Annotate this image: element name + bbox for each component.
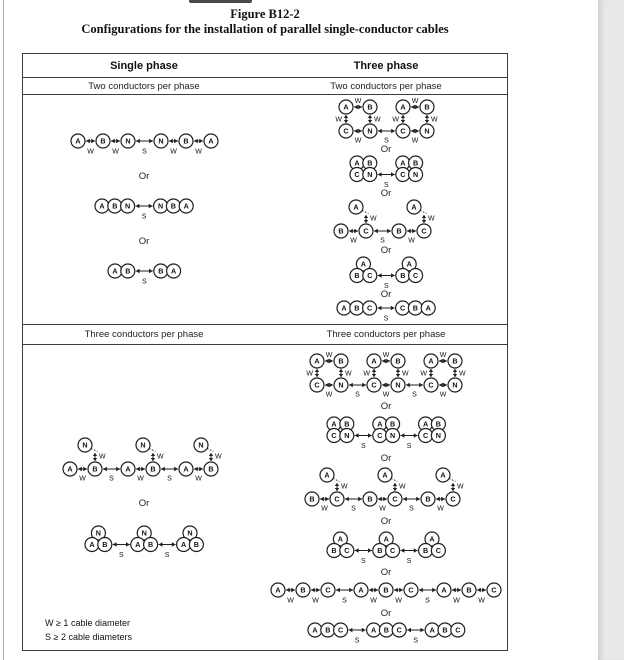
svg-text:W: W (378, 505, 386, 513)
svg-text:N: N (95, 528, 101, 538)
svg-text:C: C (371, 380, 377, 390)
svg-text:N: N (139, 440, 146, 450)
svg-text:W: W (287, 597, 294, 605)
svg-text:N: N (81, 440, 88, 450)
svg-text:W: W (325, 351, 333, 359)
cable-arrangement-clusters-diagram (346, 256, 427, 290)
svg-text:A: A (354, 158, 360, 168)
svg-text:N: N (157, 201, 164, 211)
svg-text:A: A (66, 464, 73, 474)
footnote-w-spacing: W ≥ 1 cable diameter (45, 618, 130, 628)
svg-text:C: C (366, 270, 373, 280)
svg-text:S: S (412, 637, 418, 645)
svg-text:C: C (449, 494, 456, 504)
svg-text:C: C (454, 625, 460, 635)
svg-text:A: A (342, 102, 349, 112)
svg-text:W: W (111, 148, 119, 156)
svg-text:W: W (86, 148, 94, 156)
subheader-row-two-conductors (23, 78, 507, 95)
svg-text:B: B (193, 539, 199, 549)
svg-text:S: S (360, 557, 366, 565)
svg-text:S: S (354, 637, 360, 645)
svg-text:W: W (402, 370, 409, 378)
subheader-row-three-conductors (23, 325, 507, 345)
svg-text:A: A (428, 356, 434, 366)
svg-text:W: W (382, 351, 390, 359)
diagrams-single-phase-three-conductors (23, 345, 265, 650)
svg-text:W: W (398, 483, 406, 491)
svg-text:C: C (399, 170, 406, 180)
svg-text:C: C (366, 303, 373, 313)
svg-text:W: W (430, 116, 438, 124)
svg-text:A: A (180, 539, 186, 549)
svg-text:W: W (354, 137, 361, 145)
svg-text:B: B (337, 227, 344, 237)
svg-text:A: A (439, 470, 446, 480)
svg-text:B: B (366, 102, 373, 112)
svg-text:B: B (395, 356, 401, 366)
diagrams-three-phase-three-conductors (265, 345, 507, 650)
cable-arrangement-squares-diagram (299, 350, 473, 399)
svg-text:S: S (166, 475, 172, 482)
svg-text:A: A (311, 625, 318, 635)
subheader-single-three-conductors: Three conductors per phase (84, 329, 204, 340)
svg-text:A: A (183, 201, 189, 211)
or-separator-label: Or (380, 567, 392, 579)
cable-arrangement-clusters-diagram (104, 263, 185, 286)
svg-text:N: N (141, 528, 147, 538)
svg-text:N: N (187, 528, 193, 538)
svg-text:S: S (383, 282, 389, 290)
svg-text:B: B (441, 625, 448, 635)
svg-text:W: W (411, 137, 418, 145)
svg-text:N: N (389, 431, 395, 441)
svg-text:A: A (410, 203, 417, 213)
svg-text:N: N (366, 126, 373, 136)
svg-text:C: C (337, 625, 343, 635)
svg-text:S: S (408, 505, 414, 513)
or-separator-label: Or (138, 171, 150, 182)
viewer-background-strip (598, 0, 624, 660)
svg-text:C: C (376, 431, 383, 441)
svg-text:B: B (354, 303, 360, 313)
svg-text:W: W (156, 453, 164, 460)
svg-text:S: S (406, 557, 412, 565)
cable-arrangement-clusters-diagram (323, 531, 449, 565)
svg-text:B: B (466, 585, 472, 595)
svg-text:A: A (323, 470, 330, 480)
svg-text:A: A (314, 356, 320, 366)
svg-text:B: B (435, 419, 441, 429)
svg-text:W: W (391, 116, 399, 124)
svg-text:W: W (334, 116, 342, 124)
svg-text:B: B (308, 494, 315, 504)
or-separator-label: Or (380, 515, 392, 527)
svg-text:B: B (124, 266, 131, 276)
svg-text:W: W (439, 391, 447, 399)
svg-text:B: B (343, 419, 350, 429)
svg-text:B: B (383, 585, 389, 595)
svg-text:A: A (370, 625, 376, 635)
svg-text:W: W (407, 237, 415, 245)
svg-text:B: B (331, 545, 337, 555)
svg-text:C: C (396, 625, 402, 635)
svg-text:W: W (459, 370, 466, 378)
or-separator-label: Or (380, 188, 392, 200)
or-separator-label: Or (380, 401, 392, 413)
svg-text:A: A (381, 470, 388, 480)
svg-text:C: C (435, 545, 441, 555)
or-separator-label: Or (380, 144, 392, 156)
svg-text:A: A (429, 534, 435, 544)
figure-caption: Configurations for the installation of parallel single-conductor cables (81, 22, 449, 36)
or-separator-label: Or (380, 452, 392, 464)
svg-text:B: B (101, 539, 108, 549)
svg-text:B: B (412, 303, 418, 313)
svg-text:W: W (427, 215, 435, 223)
svg-text:B: B (422, 545, 428, 555)
svg-text:C: C (331, 431, 337, 441)
svg-text:S: S (342, 597, 347, 605)
svg-text:A: A (352, 203, 359, 213)
svg-text:N: N (338, 380, 344, 390)
svg-text:S: S (383, 137, 389, 145)
svg-text:A: A (207, 136, 214, 146)
svg-text:C: C (343, 545, 350, 555)
svg-text:W: W (312, 597, 319, 605)
svg-text:S: S (141, 148, 147, 156)
svg-text:B: B (147, 539, 153, 549)
subheader-single-two-conductors: Two conductors per phase (88, 80, 200, 92)
cable-arrangement-triangles-diagram (59, 437, 230, 483)
svg-text:B: B (324, 625, 330, 635)
svg-text:W: W (439, 351, 447, 359)
diagrams-single-phase-two-conductors (23, 95, 265, 324)
svg-text:B: B (112, 201, 118, 211)
svg-text:B: B (91, 464, 98, 474)
cable-arrangement-clusters-diagram (333, 300, 439, 323)
svg-text:C: C (391, 494, 398, 504)
or-separator-label: Or (138, 236, 150, 247)
cable-arrangement-clusters-diagram (323, 416, 449, 450)
svg-text:S: S (118, 551, 124, 559)
svg-text:B: B (383, 625, 389, 635)
or-separator-label: Or (138, 497, 150, 509)
svg-text:A: A (74, 136, 81, 146)
svg-text:C: C (408, 585, 414, 595)
svg-text:S: S (141, 213, 147, 221)
svg-text:B: B (389, 419, 395, 429)
svg-text:B: B (300, 585, 306, 595)
cable-arrangement-clusters-diagram (346, 155, 427, 189)
svg-text:W: W (194, 148, 202, 156)
svg-text:A: A (99, 201, 105, 211)
svg-text:C: C (428, 380, 434, 390)
or-separator-label: Or (380, 244, 392, 256)
svg-text:B: B (366, 494, 373, 504)
svg-text:A: A (376, 419, 383, 429)
svg-text:N: N (157, 136, 164, 146)
svg-text:B: B (182, 136, 189, 146)
svg-text:A: A (182, 464, 189, 474)
diagrams-three-phase-two-conductors (265, 95, 507, 324)
svg-text:S: S (141, 278, 147, 286)
svg-text:W: W (325, 391, 333, 399)
svg-text:W: W (456, 483, 464, 491)
svg-text:C: C (491, 585, 497, 595)
svg-text:A: A (371, 356, 377, 366)
svg-text:N: N (435, 431, 441, 441)
svg-text:W: W (478, 597, 485, 605)
svg-text:A: A (358, 585, 364, 595)
svg-text:W: W (354, 98, 361, 106)
svg-text:W: W (369, 215, 377, 223)
svg-text:N: N (197, 440, 204, 450)
svg-text:S: S (355, 391, 360, 399)
table-header-row (23, 54, 507, 78)
svg-text:W: W (306, 370, 313, 378)
or-separator-label: Or (380, 607, 392, 619)
svg-text:A: A (341, 303, 347, 313)
configurations-table (22, 53, 508, 651)
svg-text:C: C (354, 170, 360, 180)
figure-number: Figure B12-2 (230, 7, 300, 21)
svg-text:A: A (170, 266, 176, 276)
svg-text:A: A (406, 259, 412, 269)
svg-text:C: C (420, 227, 427, 237)
svg-text:W: W (411, 98, 418, 106)
svg-text:C: C (333, 494, 340, 504)
svg-text:W: W (169, 148, 177, 156)
svg-text:B: B (170, 201, 176, 211)
svg-text:B: B (366, 158, 373, 168)
svg-text:C: C (412, 270, 418, 280)
subheader-three-two-conductors: Two conductors per phase (330, 80, 442, 92)
svg-text:A: A (275, 585, 281, 595)
svg-text:W: W (395, 597, 402, 605)
svg-text:S: S (379, 237, 385, 245)
cable-arrangement-triangles-diagram (301, 467, 472, 513)
svg-text:W: W (363, 370, 370, 378)
svg-text:B: B (157, 266, 164, 276)
column-header-single-phase: Single phase (110, 59, 178, 72)
svg-text:N: N (124, 201, 131, 211)
cable-arrangement-spread-diagram (267, 582, 505, 605)
svg-text:W: W (78, 475, 86, 482)
svg-text:S: S (383, 182, 389, 190)
footnote-s-spacing: S ≥ 2 cable diameters (45, 631, 132, 642)
svg-text:W: W (214, 453, 222, 460)
svg-text:S: S (425, 597, 430, 605)
svg-text:C: C (389, 545, 395, 555)
figure-title-block (22, 7, 508, 37)
svg-text:W: W (373, 116, 381, 124)
svg-text:A: A (429, 625, 435, 635)
svg-text:B: B (207, 464, 214, 474)
svg-text:B: B (354, 270, 360, 280)
svg-text:A: A (124, 464, 131, 474)
body-row-three-conductors (23, 345, 507, 650)
svg-text:A: A (89, 539, 95, 549)
svg-text:A: A (399, 102, 406, 112)
svg-text:W: W (136, 475, 144, 482)
svg-text:W: W (349, 237, 357, 245)
svg-text:W: W (420, 370, 427, 378)
svg-text:S: S (350, 505, 356, 513)
svg-text:A: A (425, 303, 431, 313)
svg-text:B: B (423, 102, 430, 112)
svg-text:S: S (406, 442, 412, 450)
svg-text:B: B (338, 356, 344, 366)
svg-text:W: W (345, 370, 352, 378)
cable-arrangement-clusters-diagram (91, 198, 197, 221)
svg-text:N: N (366, 170, 373, 180)
svg-text:A: A (134, 539, 141, 549)
svg-text:C: C (399, 126, 406, 136)
subheader-three-three-conductors: Three conductors per phase (326, 329, 446, 340)
svg-text:W: W (436, 505, 444, 513)
svg-text:C: C (314, 380, 320, 390)
cable-arrangement-spread-diagram (67, 133, 222, 156)
svg-text:A: A (112, 266, 118, 276)
svg-text:B: B (376, 545, 383, 555)
svg-text:W: W (382, 391, 390, 399)
or-separator-label: Or (380, 288, 392, 300)
svg-text:B: B (149, 464, 156, 474)
svg-text:N: N (452, 380, 458, 390)
svg-text:C: C (325, 585, 331, 595)
svg-text:N: N (423, 126, 430, 136)
svg-text:W: W (98, 453, 106, 460)
svg-text:B: B (452, 356, 458, 366)
svg-text:S: S (164, 551, 170, 559)
svg-text:A: A (399, 158, 406, 168)
svg-text:N: N (395, 380, 401, 390)
svg-text:A: A (360, 259, 366, 269)
svg-text:W: W (370, 597, 377, 605)
cable-arrangement-triangles-diagram (330, 199, 443, 245)
svg-text:W: W (453, 597, 460, 605)
svg-text:W: W (194, 475, 202, 482)
svg-text:C: C (422, 431, 428, 441)
column-header-three-phase: Three phase (353, 59, 419, 72)
svg-text:W: W (340, 483, 348, 491)
svg-text:A: A (337, 534, 343, 544)
svg-text:B: B (399, 270, 406, 280)
svg-text:S: S (360, 442, 366, 450)
svg-text:B: B (99, 136, 106, 146)
cable-arrangement-clusters-diagram (304, 622, 469, 645)
svg-text:N: N (412, 170, 418, 180)
svg-text:C: C (342, 126, 349, 136)
svg-text:N: N (124, 136, 131, 146)
svg-text:N: N (343, 431, 350, 441)
svg-text:A: A (422, 419, 428, 429)
cable-arrangement-squares-diagram (328, 96, 445, 145)
svg-text:B: B (424, 494, 431, 504)
svg-text:C: C (362, 227, 369, 237)
svg-text:B: B (395, 227, 402, 237)
page-left-edge-line (3, 0, 4, 660)
body-row-two-conductors (23, 95, 507, 325)
svg-text:B: B (412, 158, 418, 168)
svg-text:C: C (399, 303, 406, 313)
svg-text:S: S (383, 315, 389, 323)
cable-arrangement-clusters-diagram (81, 525, 207, 559)
svg-text:W: W (320, 505, 328, 513)
cropped-text-artifact (189, 0, 252, 3)
svg-text:A: A (441, 585, 447, 595)
svg-text:S: S (412, 391, 417, 399)
svg-text:A: A (331, 419, 337, 429)
svg-text:S: S (108, 475, 114, 482)
svg-text:A: A (383, 534, 389, 544)
spacing-footnotes (45, 617, 132, 644)
